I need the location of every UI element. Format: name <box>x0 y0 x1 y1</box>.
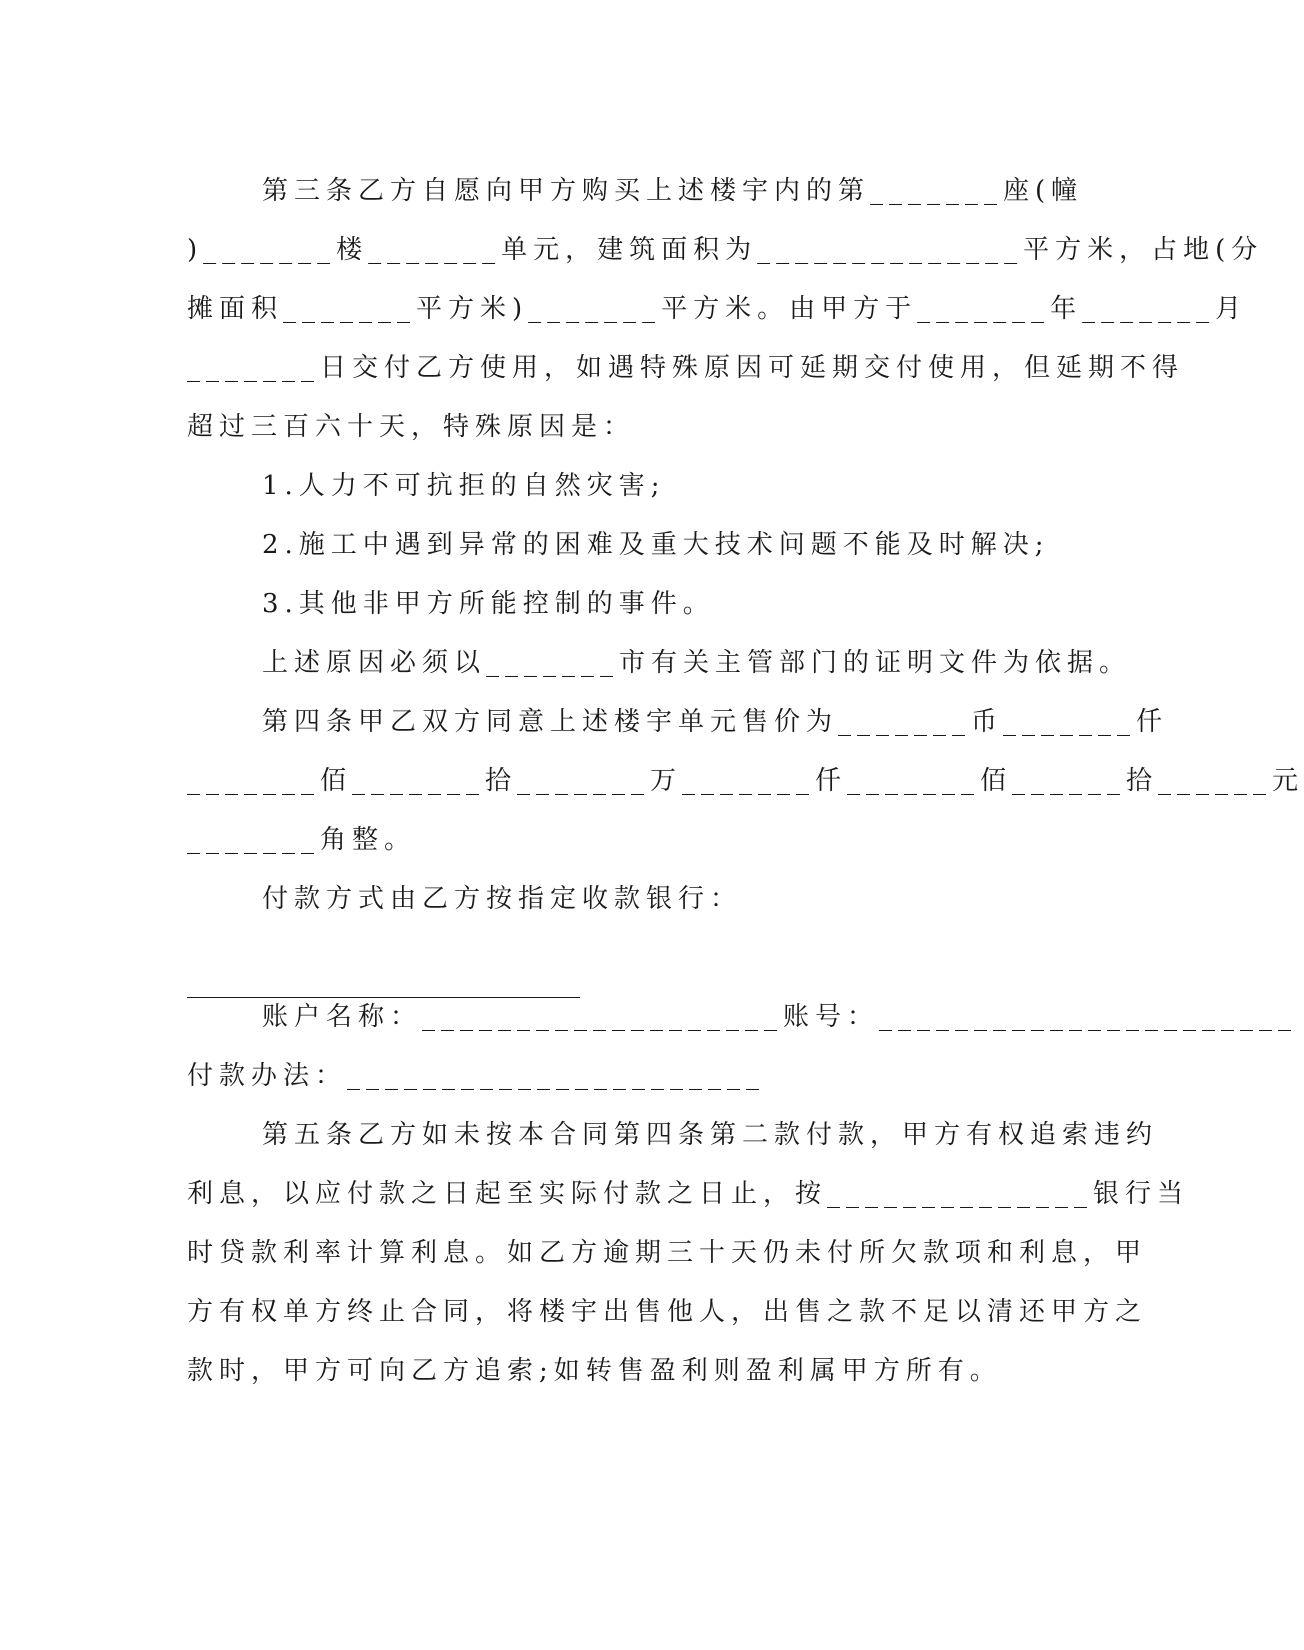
article-5-line-1: 第五条乙方如未按本合同第四条第二款付款，甲方有权追索违约 <box>262 1120 1159 1150</box>
article-3-line-4: _______日交付乙方使用，如遇特殊原因可延期交付使用，但延期不得 <box>187 353 1185 383</box>
article-3-line-1: 第三条乙方自愿向甲方购买上述楼宇内的第_______座(幢 <box>262 176 1084 206</box>
article-5-line-4: 方有权单方终止合同，将楼宇出售他人，出售之款不足以清还甲方之 <box>187 1297 1148 1327</box>
reason-item-1: 1.人力不可抗拒的自然灾害; <box>262 471 666 501</box>
reason-item-3: 3.其他非甲方所能控制的事件。 <box>262 589 715 619</box>
article-3-line-2: )_______楼_______单元，建筑面积为______________平方米，占地(分 <box>187 235 1264 265</box>
payment-procedure-line: 付款办法：______________________ <box>187 1061 766 1091</box>
article-3-line-3: 摊面积_______平方米)_______平方米。由甲方于_______年_______月 <box>187 294 1248 324</box>
article-4-line-3: _______角整。 <box>187 825 417 855</box>
payment-method-line: 付款方式由乙方按指定收款银行： <box>262 884 743 914</box>
article-5-line-3: 时贷款利率计算利息。如乙方逾期三十天仍未付所欠款项和利息，甲 <box>187 1238 1148 1268</box>
bank-name-blank-rule <box>187 997 580 998</box>
article-4-line-1: 第四条甲乙双方同意上述楼宇单元售价为_______币_______仟 <box>262 707 1169 737</box>
article-5-line-2: 利息，以应付款之日起至实际付款之日止，按______________银行当 <box>187 1179 1190 1209</box>
article-3-line-5: 超过三百六十天，特殊原因是： <box>187 412 636 442</box>
article-5-line-5: 款时，甲方可向乙方追索;如转售盈利则盈利属甲方所有。 <box>187 1356 1002 1386</box>
reason-proof-line: 上述原因必须以_______市有关主管部门的证明文件为依据。 <box>262 648 1132 678</box>
reason-item-2: 2.施工中遇到异常的困难及重大技术问题不能及时解决; <box>262 530 1050 560</box>
article-4-line-2: _______佰_______拾_______万_______仟_______佰______拾______元 <box>187 766 1304 796</box>
account-line: 账户名称：___________________账号：______________________ <box>262 1002 1298 1032</box>
